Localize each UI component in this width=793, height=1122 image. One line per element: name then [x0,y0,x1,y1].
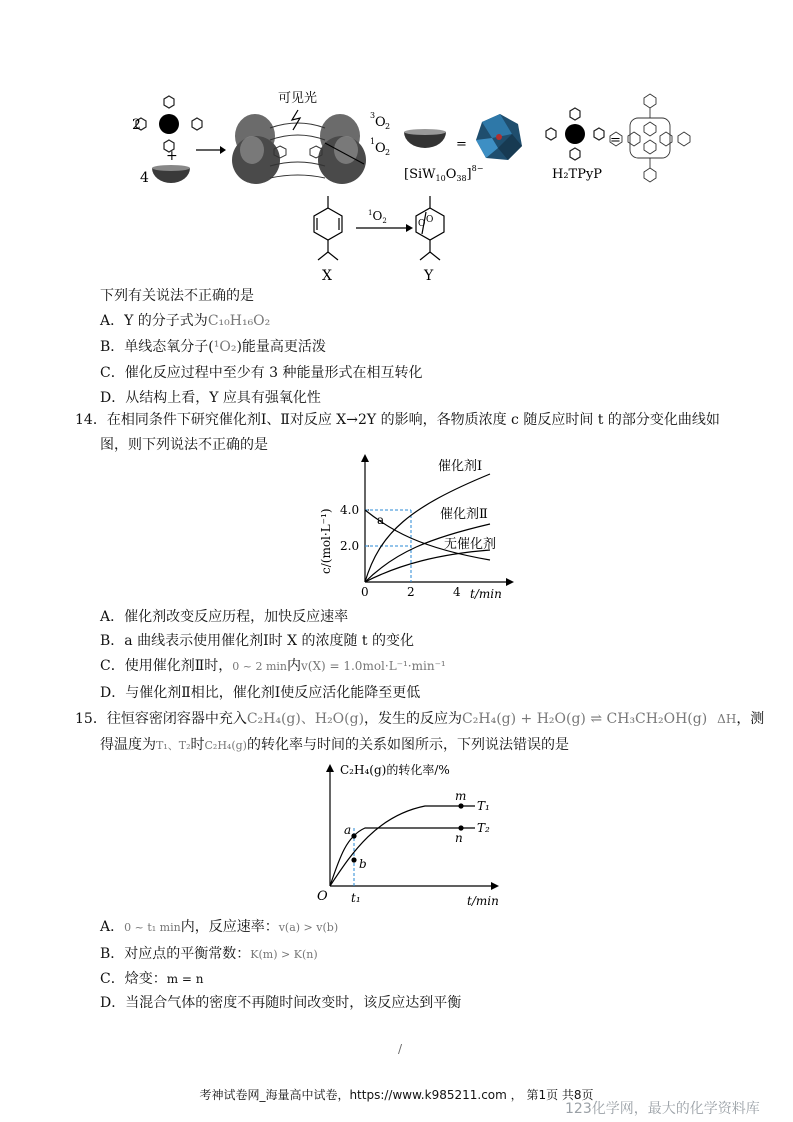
polyoxometalate-cluster-icon [476,114,522,160]
h2tpyp-symbol [546,108,604,160]
label-a: a [377,513,385,527]
q15-option-c: C．焓变：m = n [100,971,204,987]
o2-singlet-sub: 2 [385,148,391,157]
y-axis-label: c/(mol·L⁻¹) [319,508,333,574]
point-b [351,857,356,862]
visible-light-label: 可见光 [278,91,318,106]
q14-option-b: B．a 曲线表示使用催化剂Ⅰ时 X 的浓度随 t 的变化 [100,633,415,649]
point-n [458,825,463,830]
chart-concentration [310,452,520,604]
equals-sign-1: = [456,137,467,152]
porphyrin-structure-icon [610,94,690,182]
q15-stem-line1: 15．往恒容密闭容器中充入C₂H₄(g)、H₂O(g)，发生的反应为C₂H₄(g) + H₂O(g) ⇌ CH₃CH₂OH(g) ΔH，测 [75,711,765,727]
pom-bowl-icon [404,129,446,148]
point-m [458,803,463,808]
coefficient-2: 2 [132,117,141,133]
y-axis-arrow [361,454,369,462]
chart-conversion [315,756,510,908]
x-label: X [322,268,332,284]
label-T2: T₂ [477,821,490,835]
q13-option-b: B．单线态氧分子(¹O₂)能量高更活泼 [100,339,326,355]
page-footer: 考神试卷网_海量高中试卷，https://www.k985211.com ， 第1页 共8页 [199,1088,594,1102]
q13-option-c: C．催化反应过程中至少有 3 种能量形式在相互转化 [100,365,423,381]
x-tick-label-2: 2 [407,585,415,599]
assembly-complex [232,114,366,184]
page-mark: / [398,1042,403,1056]
q13-intro: 下列有关说法不正确的是 [100,288,254,304]
q14-option-d: D．与催化剂Ⅱ相比，催化剂Ⅰ使反应活化能降至更低 [100,685,421,701]
q15-option-d: D．当混合气体的密度不再随时间改变时，该反应达到平衡 [100,995,462,1011]
pom-formula: $[SiW_{10}O_{38}]^{8-}$ [404,164,484,183]
equals-sign-2: = [610,133,621,148]
x-axis-label: t/min [467,894,499,908]
coefficient-4: 4 [140,170,149,186]
label-a: a [344,823,352,837]
q13-option-a: A．Y 的分子式为C₁₀H₁₆O₂ [100,313,271,329]
label-T1: T₁ [477,799,490,813]
y-tick-label-2: 2.0 [340,539,360,553]
o2-singlet-o: O [375,141,386,156]
h2tpyp-label: H₂TPyP [552,167,603,182]
point-a [351,833,356,838]
o2-singlet-sup: 1 [370,137,376,146]
q13-option-d: D．从结构上看，Y 应具有强氧化性 [100,390,321,406]
curve-T1 [330,806,475,886]
label-catalyst-1: 催化剂Ⅰ [438,459,483,474]
reaction-arrow [196,146,226,154]
singlet-oxygen-arrow [356,224,413,232]
peroxide-o-2: O [426,215,434,225]
q15-stem-line2: 得温度为T₁、T₂时C₂H₄(g)的转化率与时间的关系如图所示，下列说法错误的是 [100,737,569,753]
label-no-catalyst: 无催化剂 [444,537,497,552]
label-m: m [455,789,467,803]
q14-stem-line1: 14．在相同条件下研究催化剂Ⅰ、Ⅱ对反应 X→2Y 的影响，各物质浓度 c 随反应时间 t 的部分变化曲线如 [75,412,720,428]
x-tick-label-0: 0 [361,585,369,599]
light-bolt-icon [292,110,300,130]
y-tick-label-4: 4.0 [340,503,360,517]
q15-option-a: A．0 ~ t₁ min内，反应速率：v(a) > v(b) [100,919,339,935]
porphyrin-symbol [136,96,202,152]
origin-label: O [317,889,328,904]
bowl-icon [152,165,190,183]
top-figure [120,88,700,288]
q15-option-b: B．对应点的平衡常数：K(m) > K(n) [100,946,318,962]
label-n: n [455,831,463,845]
y-axis-arrow [326,764,334,772]
x-axis-arrow [506,578,514,586]
t1-label: t₁ [351,891,361,905]
q14-option-c: C．使用催化剂Ⅱ时，0 ~ 2 min内v(X) = 1.0mol·L⁻¹·min⁻¹ [100,658,446,674]
x-axis-arrow [491,882,499,890]
plus-sign: + [166,148,178,164]
y-label: Y [424,268,434,284]
o2-triplet-sub: 2 [385,122,391,131]
x-tick-label-4: 4 [453,585,461,599]
label-b: b [359,857,367,871]
o2-triplet-sup: 3 [370,111,376,120]
molecule-x [314,196,342,260]
y-axis-label: C₂H₄(g)的转化率/% [340,763,450,777]
o2-triplet-o: O [375,115,386,130]
label-catalyst-2: 催化剂Ⅱ [440,507,488,522]
watermark: 123化学网，最大的化学资料库 [565,1101,760,1117]
peroxide-o-1: O [418,219,426,229]
q14-option-a: A．催化剂改变反应历程，加快反应速率 [100,609,349,625]
arrow-reagent: $^1O_2$ [368,209,387,225]
x-axis-label: t/min [470,587,502,601]
q14-stem-line2: 图，则下列说法不正确的是 [100,437,268,453]
